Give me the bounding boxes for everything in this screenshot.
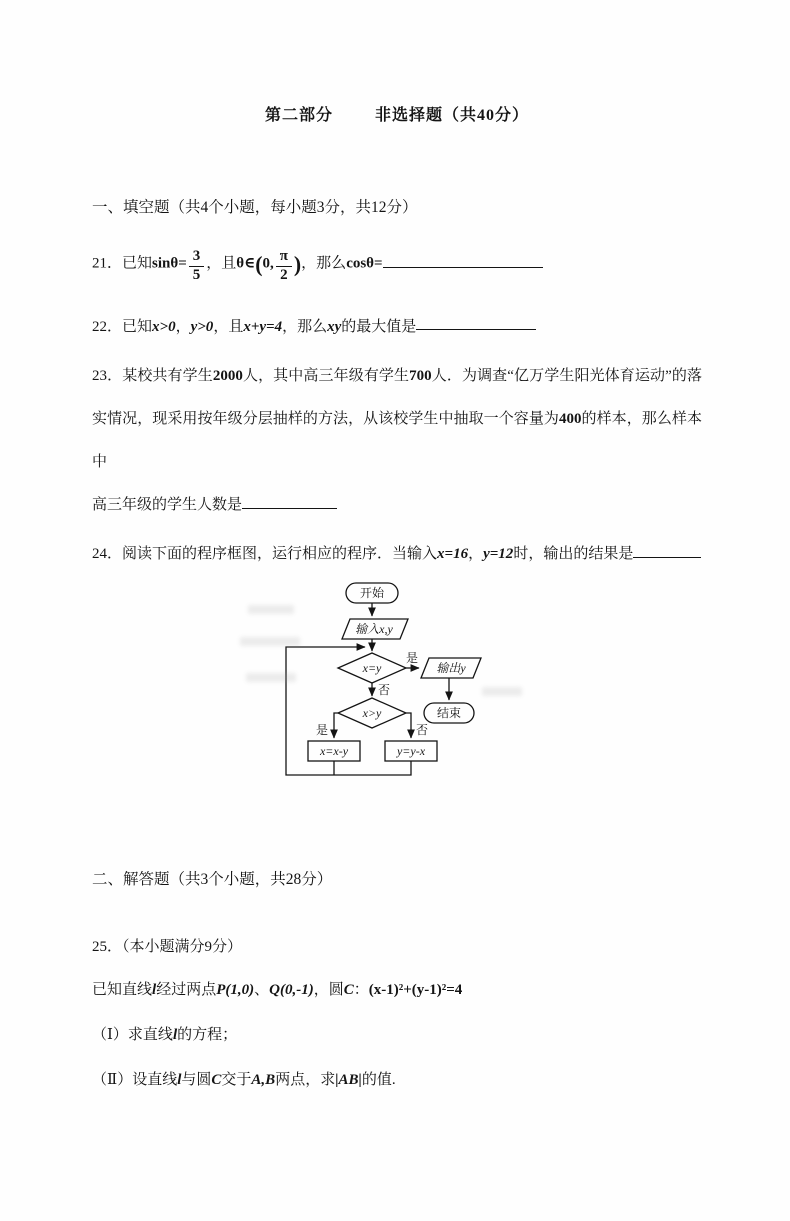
no1-label: 否 — [378, 683, 391, 697]
q25-text3: ，圆 — [313, 982, 344, 998]
decision1-label: x=y — [362, 661, 382, 675]
q25-r2-math-C: C — [211, 1072, 222, 1088]
question-25-head: 25．（本小题满分9分） — [92, 939, 243, 955]
start-label: 开始 — [359, 586, 385, 600]
q22-math-x: x>0 — [152, 318, 176, 335]
q25-r1-text2: 的方程； — [177, 1027, 238, 1043]
doc-title-name: 非选择题（共40分） — [375, 107, 530, 124]
q23-text5: 的样本，那么样本中 — [92, 411, 702, 471]
question-22 — [92, 314, 702, 336]
q22-math-sum: x+y=4 — [243, 318, 283, 335]
no2-branch-line — [406, 713, 411, 738]
q21-frac2-den: 2 — [280, 266, 288, 283]
assign-right-label: y=y-x — [396, 744, 426, 758]
question-23 — [92, 355, 702, 527]
flowchart-svg — [266, 577, 528, 815]
q25-r1-math-l: l — [172, 1027, 178, 1043]
q21-frac1-num: 3 — [189, 249, 205, 267]
q24-math-y12: y=12 — [483, 546, 514, 562]
question-25-part1 — [92, 1023, 702, 1044]
q25-math-Q: Q(0,-1) — [269, 982, 314, 998]
q21-math-zero: 0, — [262, 255, 274, 272]
output-label: 输出y — [436, 661, 466, 675]
q25-circle-equation: (x-1)²+(y-1)²=4 — [368, 982, 463, 998]
no2-label: 否 — [415, 723, 429, 737]
question-24 — [92, 541, 702, 563]
q25-r2-math-AB: A,B — [251, 1072, 276, 1088]
exam-page — [0, 102, 790, 1089]
input-label: 输入x,y — [355, 622, 393, 636]
q22-comma1: ， — [175, 318, 191, 335]
q23-num-400: 400 — [558, 411, 582, 428]
doc-title-part: 第二部分 — [264, 107, 333, 124]
assign-left-label: x=x-y — [319, 744, 349, 758]
q25-r2-text2: 与圆 — [181, 1072, 212, 1088]
q23-num-700: 700 — [409, 368, 432, 385]
q21-answer-blank — [383, 251, 543, 268]
q21-paren-open: ( — [255, 252, 263, 277]
question-21 — [92, 249, 702, 284]
scan-artifact — [246, 673, 296, 682]
q25-text2: 经过两点 — [156, 982, 217, 998]
section-heading-fill-in: 一、填空题（共4个小题，每小题3分，共12分） — [92, 199, 418, 216]
q25-r2-math-absAB: |AB| — [335, 1072, 362, 1088]
q24-comma: ， — [468, 546, 484, 562]
q21-math-theta: θ∈ — [236, 255, 256, 272]
question-25-body — [92, 978, 702, 999]
q25-r2-math-l: l — [177, 1072, 182, 1088]
q25-math-P: P(1,0) — [216, 982, 255, 998]
q25-dot: 、 — [254, 982, 270, 998]
q23-text4: 实情况，现采用按年级分层抽样的方法，从该校学生中抽取一个容量为 — [92, 411, 559, 428]
q21-text2: ，且 — [206, 255, 237, 272]
end-label: 结束 — [436, 706, 462, 720]
q23-text6: 高三年级的学生人数是 — [92, 497, 243, 514]
q25-r2-text4: 两点，求 — [275, 1072, 336, 1088]
q24-math-x16: x=16 — [437, 546, 469, 562]
q22-text: 22．已知 — [92, 318, 153, 335]
q24-text2: 时，输出的结果是 — [513, 546, 634, 562]
q23-text3: 人．为调查“亿万学生阳光体育运动”的落 — [431, 368, 702, 385]
question-25-part2 — [92, 1068, 702, 1089]
scan-artifact — [482, 687, 522, 696]
q22-text3: ，那么 — [282, 318, 328, 335]
q22-math-y: y>0 — [190, 318, 214, 335]
doc-title — [92, 102, 702, 125]
q21-fraction-3-5 — [189, 249, 205, 284]
q21-frac1-den: 5 — [192, 266, 201, 283]
q23-text2: 人，其中高三年级有学生 — [242, 368, 410, 385]
section-heading-answer: 二、解答题（共3个小题，共28分） — [92, 871, 333, 888]
q21-text: 21．已知 — [92, 255, 153, 272]
q25-text1: 已知直线 — [92, 982, 153, 998]
q22-math-xy: xy — [327, 318, 342, 335]
q22-text2: ，且 — [213, 318, 244, 335]
q25-r2-text1: （Ⅱ）设直线 — [92, 1072, 178, 1088]
program-flowchart — [266, 577, 528, 815]
q25-math-C: C — [343, 982, 354, 998]
q23-num-2000: 2000 — [212, 368, 243, 385]
q25-colon: ： — [353, 982, 369, 998]
q21-math-cos: cosθ= — [346, 255, 383, 272]
q24-answer-blank — [633, 541, 701, 558]
yes2-label: 是 — [315, 723, 329, 737]
q21-text3: ，那么 — [301, 255, 347, 272]
q23-answer-blank — [242, 493, 337, 510]
q25-r2-text3: 交于 — [221, 1072, 252, 1088]
yes2-branch-line — [334, 713, 338, 738]
scan-artifact — [240, 637, 300, 646]
q22-answer-blank — [416, 314, 536, 331]
decision2-label: x>y — [362, 706, 382, 720]
q22-text4: 的最大值是 — [341, 318, 417, 335]
loop-back-line — [286, 647, 411, 775]
q21-fraction-pi-2 — [276, 249, 292, 284]
q21-paren-close: ) — [293, 252, 302, 277]
yes1-label: 是 — [405, 651, 419, 665]
q25-r2-text5: 的值. — [361, 1072, 396, 1088]
q21-math-sin: sinθ= — [152, 255, 187, 272]
q21-frac2-num: π — [276, 249, 292, 267]
q23-text1: 23．某校共有学生 — [92, 368, 213, 385]
scan-artifact — [248, 605, 294, 614]
q24-text1: 24．阅读下面的程序框图，运行相应的程序．当输入 — [92, 546, 438, 562]
q25-r1-text1: （Ⅰ）求直线 — [92, 1027, 173, 1043]
q25-math-l: l — [152, 982, 157, 998]
